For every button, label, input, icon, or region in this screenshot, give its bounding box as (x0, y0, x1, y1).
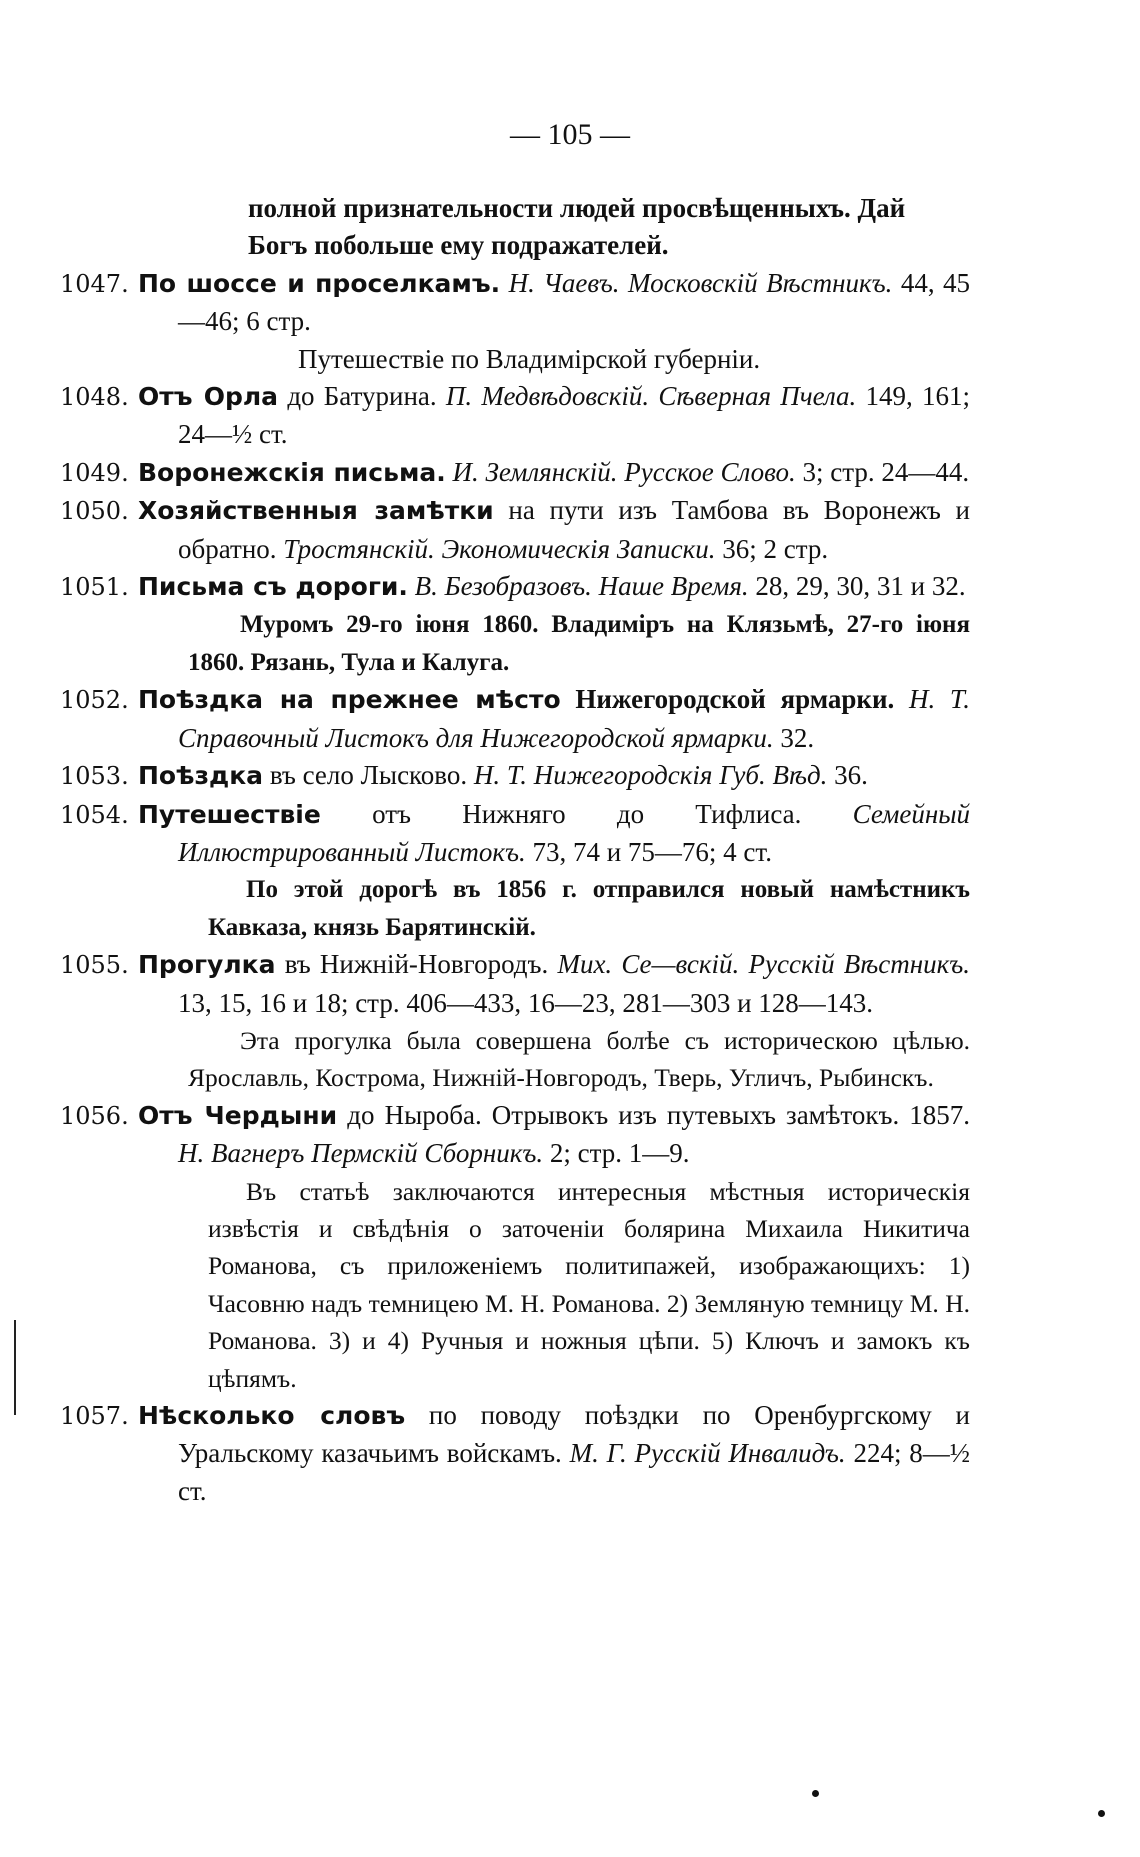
entry-title: Путешествіе (138, 799, 321, 829)
entry-number: 1056. (60, 1101, 129, 1130)
entry-number: 1052. (60, 686, 129, 715)
entry-title: Воронежскія письма. (138, 457, 446, 487)
entry-details: 36; 2 стр. (722, 533, 829, 564)
entry-number: 1049. (60, 458, 129, 487)
entry-author: Н. Т. (473, 760, 527, 791)
entry-1053 (60, 757, 970, 795)
entry-details: 224; 8—½ ст. (178, 1438, 970, 1506)
entry-author: М. Г. (569, 1438, 627, 1469)
entry-note: Въ статьѣ заключаются интересныя мѣстныя историческія извѣстія и свѣдѣнія о заточеніи болярина Михаила Никитича Романова, съ приложеніемъ политипажей, изображающихъ: 1) Часовню надъ темницею М. Н. Романова. 2) Земляную темницу М. Н. Романова. 3) и 4) Ручныя и ножныя цѣпи. 5) Ключъ и замокъ къ цѣпямъ. (208, 1176, 970, 1393)
entry-title: Поѣздка (138, 761, 264, 791)
entry-1057 (60, 1397, 970, 1510)
entry-1050 (60, 492, 970, 568)
entry-source: Наше Время. (598, 571, 749, 602)
opening-paragraph: полной признательности людей просвѣщенныхъ. Дай Богъ побольше ему подражателей. (248, 193, 906, 261)
entry-source: Экономическія Записки. (441, 533, 716, 564)
entry-rest: до Ныроба. Отрывокъ изъ путевыхъ замѣтокъ. 1857. (347, 1099, 971, 1130)
bibliography-text (60, 190, 970, 1510)
entry-number: 1057. (60, 1402, 129, 1430)
entry-1051 (60, 568, 970, 606)
entry-number: 1053. (60, 762, 129, 791)
entry-title: Отъ Чердыни (138, 1100, 338, 1130)
entry-details: 73, 74 и 75—76; 4 ст. (532, 836, 772, 867)
entry-number: 1047. (60, 269, 129, 298)
entry-1052 (60, 681, 970, 757)
entry-title: Нѣсколько словъ (138, 1401, 406, 1430)
entry-1055 (60, 946, 970, 1022)
entry-source: Семейный Иллюстрированный Листокъ. (178, 798, 971, 867)
entry-rest: на пути изъ Тамбова въ Воронежъ и обратно. (178, 495, 970, 564)
entry-details: 13, 15, 16 и 18; стр. 406—433, 16—23, 281—303 и 128—143. (178, 987, 874, 1018)
ink-speck (1098, 1810, 1105, 1817)
entry-source: Московскій Вѣстникъ. (627, 267, 893, 298)
entry-author: П. Медвѣдовскій. (445, 381, 650, 412)
entry-1054 (60, 796, 970, 872)
entry-note: Путешествіе по Владимірской губерніи. (298, 343, 761, 374)
entry-number: 1054. (60, 800, 129, 829)
entry-note: Муромъ 29-го іюня 1860. Владиміръ на Клязьмѣ, 27-го іюня 1860. Рязань, Тула и Калуга. (188, 611, 970, 676)
entry-note: По этой дорогѣ въ 1856 г. отправился новый намѣстникъ Кавказа, князь Барятинскій. (208, 876, 970, 941)
entry-author: Мих. Се—вскій. (557, 949, 740, 980)
entry-author: Н. Вагнеръ (178, 1138, 305, 1169)
entry-title: Прогулка (138, 950, 276, 980)
entry-rest: въ Нижній-Новгородъ. (284, 949, 549, 980)
entry-source: Русскій Вѣстникъ. (748, 949, 971, 980)
entry-rest: Нижегородской ярмарки. (575, 684, 895, 715)
entry-1047 (60, 265, 970, 341)
entry-details: 3; стр. 24—44. (802, 456, 970, 487)
entry-author: Н. Чаевъ. (508, 267, 620, 298)
entry-rest: въ село Лысково. (269, 760, 468, 791)
entry-number: 1055. (60, 951, 129, 980)
entry-rest: по поводу поѣздки по Оренбургскому и Уральскому казачьимъ войскамъ. (178, 1400, 970, 1469)
entry-title: Поѣздка на прежнее мѣсто (138, 685, 561, 715)
entry-title: По шоссе и проселкамъ. (138, 268, 501, 298)
entry-1056 (60, 1097, 970, 1173)
entry-1048 (60, 378, 970, 454)
entry-title: Отъ Орла (138, 382, 279, 412)
entry-source: Русское Слово. (624, 456, 796, 487)
entry-details: 44, 45—46; 6 стр. (178, 267, 971, 337)
entry-author: Н. Т. (908, 684, 970, 715)
entry-rest: отъ Нижняго до Тифлиса. (372, 798, 802, 829)
entry-author: Тростянскій. (283, 533, 435, 564)
entry-title: Письма съ дороги. (138, 572, 408, 602)
entry-number: 1050. (60, 497, 129, 526)
page-number: — 105 — (510, 118, 630, 151)
entry-1049 (60, 454, 970, 492)
entry-title: Хозяйственныя замѣтки (138, 496, 494, 526)
entry-source: Пермскій Сборникъ. (311, 1138, 544, 1169)
entry-details: 28, 29, 30, 31 и 32. (755, 571, 966, 602)
ink-speck (812, 1790, 819, 1797)
entry-details: 2; стр. 1—9. (549, 1138, 690, 1169)
entry-author: И. Землянскій. (452, 456, 618, 487)
entry-details: 149, 161; 24—½ ст. (178, 381, 971, 450)
entry-source: Русскій Инвалидъ. (634, 1438, 846, 1469)
entry-note: Эта прогулка была совершена болѣе съ историческою цѣлью. Ярославль, Кострома, Нижній-Новгородъ, Тверь, Угличъ, Рыбинскъ. (188, 1025, 970, 1093)
scan-margin-mark (14, 1320, 16, 1415)
entry-author: В. Безобразовъ. (414, 571, 592, 602)
entry-details: 32. (780, 722, 815, 753)
entry-source: Справочный Листокъ для Нижегородской ярмарки. (178, 722, 774, 753)
entry-source: Нижегородскія Губ. Вѣд. (533, 760, 828, 791)
entry-rest: до Батурина. (287, 381, 437, 412)
entry-source: Сѣверная Пчела. (658, 381, 857, 412)
entry-number: 1051. (60, 573, 129, 602)
entry-number: 1048. (60, 383, 129, 412)
entry-details: 36. (834, 760, 868, 791)
